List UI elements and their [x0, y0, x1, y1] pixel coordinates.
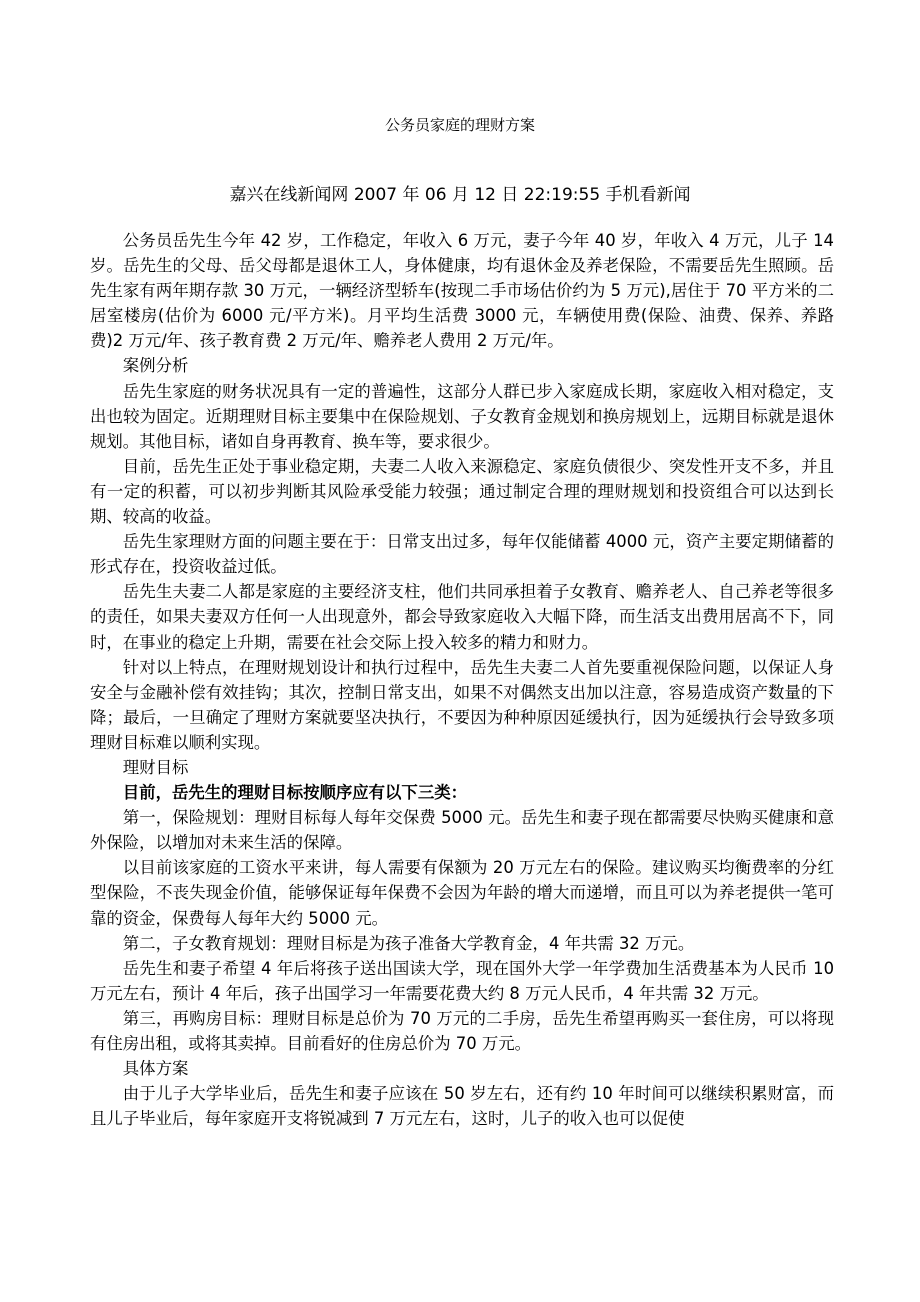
body-paragraph: 以目前该家庭的工资水平来讲，每人需要有保额为 20 万元左右的保险。建议购买均衡费率的分红型保险，不丧失现金价值，能够保证每年保费不会因为年龄的增大而递增，而且可以为养老提供一笔可靠的资金，保费每人每年大约 5000 元。 — [90, 858, 834, 928]
goals-lead-bold: 目前，岳先生的理财目标按顺序应有以下三类： — [122, 783, 467, 803]
section-heading-goals: 理财目标 — [122, 757, 189, 777]
body-paragraph: 岳先生和妻子希望 4 年后将孩子送出国读大学，现在国外大学一年学费加生活费基本为人民币 10 万元左右，预计 4 年后，孩子出国学习一年需要花费大约 8 万元人民币，4 年共需 32 万元。 — [90, 958, 834, 1003]
body-paragraph: 第一，保险规划：理财目标每人每年交保费 5000 元。岳先生和妻子现在都需要尽快购买健康和意外保险，以增加对未来生活的保障。 — [90, 808, 834, 853]
body-paragraph: 由于儿子大学毕业后，岳先生和妻子应该在 50 岁左右，还有约 10 年时间可以继续积累财富，而且儿子毕业后，每年家庭开支将锐减到 7 万元左右，这时，儿子的收入也可以促使 — [90, 1084, 834, 1129]
body-paragraph: 岳先生夫妻二人都是家庭的主要经济支柱，他们共同承担着子女教育、赡养老人、自己养老等很多的责任，如果夫妻双方任何一人出现意外，都会导致家庭收入大幅下降，而生活支出费用居高不下，同时，在事业的稳定上升期，需要在社会交际上投入较多的精力和财力。 — [90, 582, 834, 652]
body-paragraph: 岳先生家庭的财务状况具有一定的普遍性，这部分人群已步入家庭成长期，家庭收入相对稳定，支出也较为固定。近期理财目标主要集中在保险规划、子女教育金规划和换房规划上，远期目标就是退休规划。其他目标，诸如自身再教育、换车等，要求很少。 — [90, 381, 834, 451]
body-paragraph: 目前，岳先生正处于事业稳定期，夫妻二人收入来源稳定、家庭负债很少、突发性开支不多，并且有一定的积蓄，可以初步判断其风险承受能力较强；通过制定合理的理财规划和投资组合可以达到长期、较高的收益。 — [90, 456, 834, 527]
document-body — [90, 228, 834, 1131]
case-intro-paragraph: 公务员岳先生今年 42 岁，工作稳定，年收入 6 万元，妻子今年 40 岁，年收入 4 万元，儿子 14 岁。岳先生的父母、岳父母都是退休工人，身体健康，均有退休金及养老保险，不需要岳先生照顾。岳先生家有两年期存款 30 万元，一辆经济型轿车(按现二手市场估价约为 5 万元),居住于 70 平方米的二居室楼房(估价为 6000 元/平方米)。月平均生活费 3000 元，车辆使用费(保险、油费、保养、养路费)2 万元/年、孩子教育费 2 万元/年、赡养老人费用 2 万元/年。 — [90, 231, 834, 351]
section-heading-case-analysis: 案例分析 — [122, 356, 189, 376]
section-heading-plan: 具体方案 — [122, 1059, 189, 1079]
body-paragraph: 第二，子女教育规划：理财目标是为孩子准备大学教育金，4 年共需 32 万元。 — [122, 933, 695, 953]
body-paragraph: 第三，再购房目标：理财目标是总价为 70 万元的二手房，岳先生希望再购买一套住房，可以将现有住房出租，或将其卖掉。目前看好的住房总价为 70 万元。 — [90, 1008, 834, 1053]
body-paragraph: 针对以上特点，在理财规划设计和执行过程中，岳先生夫妻二人首先要重视保险问题，以保证人身安全与金融补偿有效挂钩；其次，控制日常支出，如果不对偶然支出加以注意，容易造成资产数量的下降；最后，一旦确定了理财方案就要坚决执行，不要因为种种原因延缓执行，因为延缓执行会导致多项理财目标难以顺利实现。 — [90, 657, 834, 752]
document-title: 公务员家庭的理财方案 — [384, 116, 535, 134]
source-line: 嘉兴在线新闻网 2007 年 06 月 12 日 22:19:55 手机看新闻 — [229, 185, 691, 205]
body-paragraph: 岳先生家理财方面的问题主要在于：日常支出过多，每年仅能储蓄 4000 元，资产主要定期储蓄的形式存在，投资收益过低。 — [90, 532, 834, 577]
